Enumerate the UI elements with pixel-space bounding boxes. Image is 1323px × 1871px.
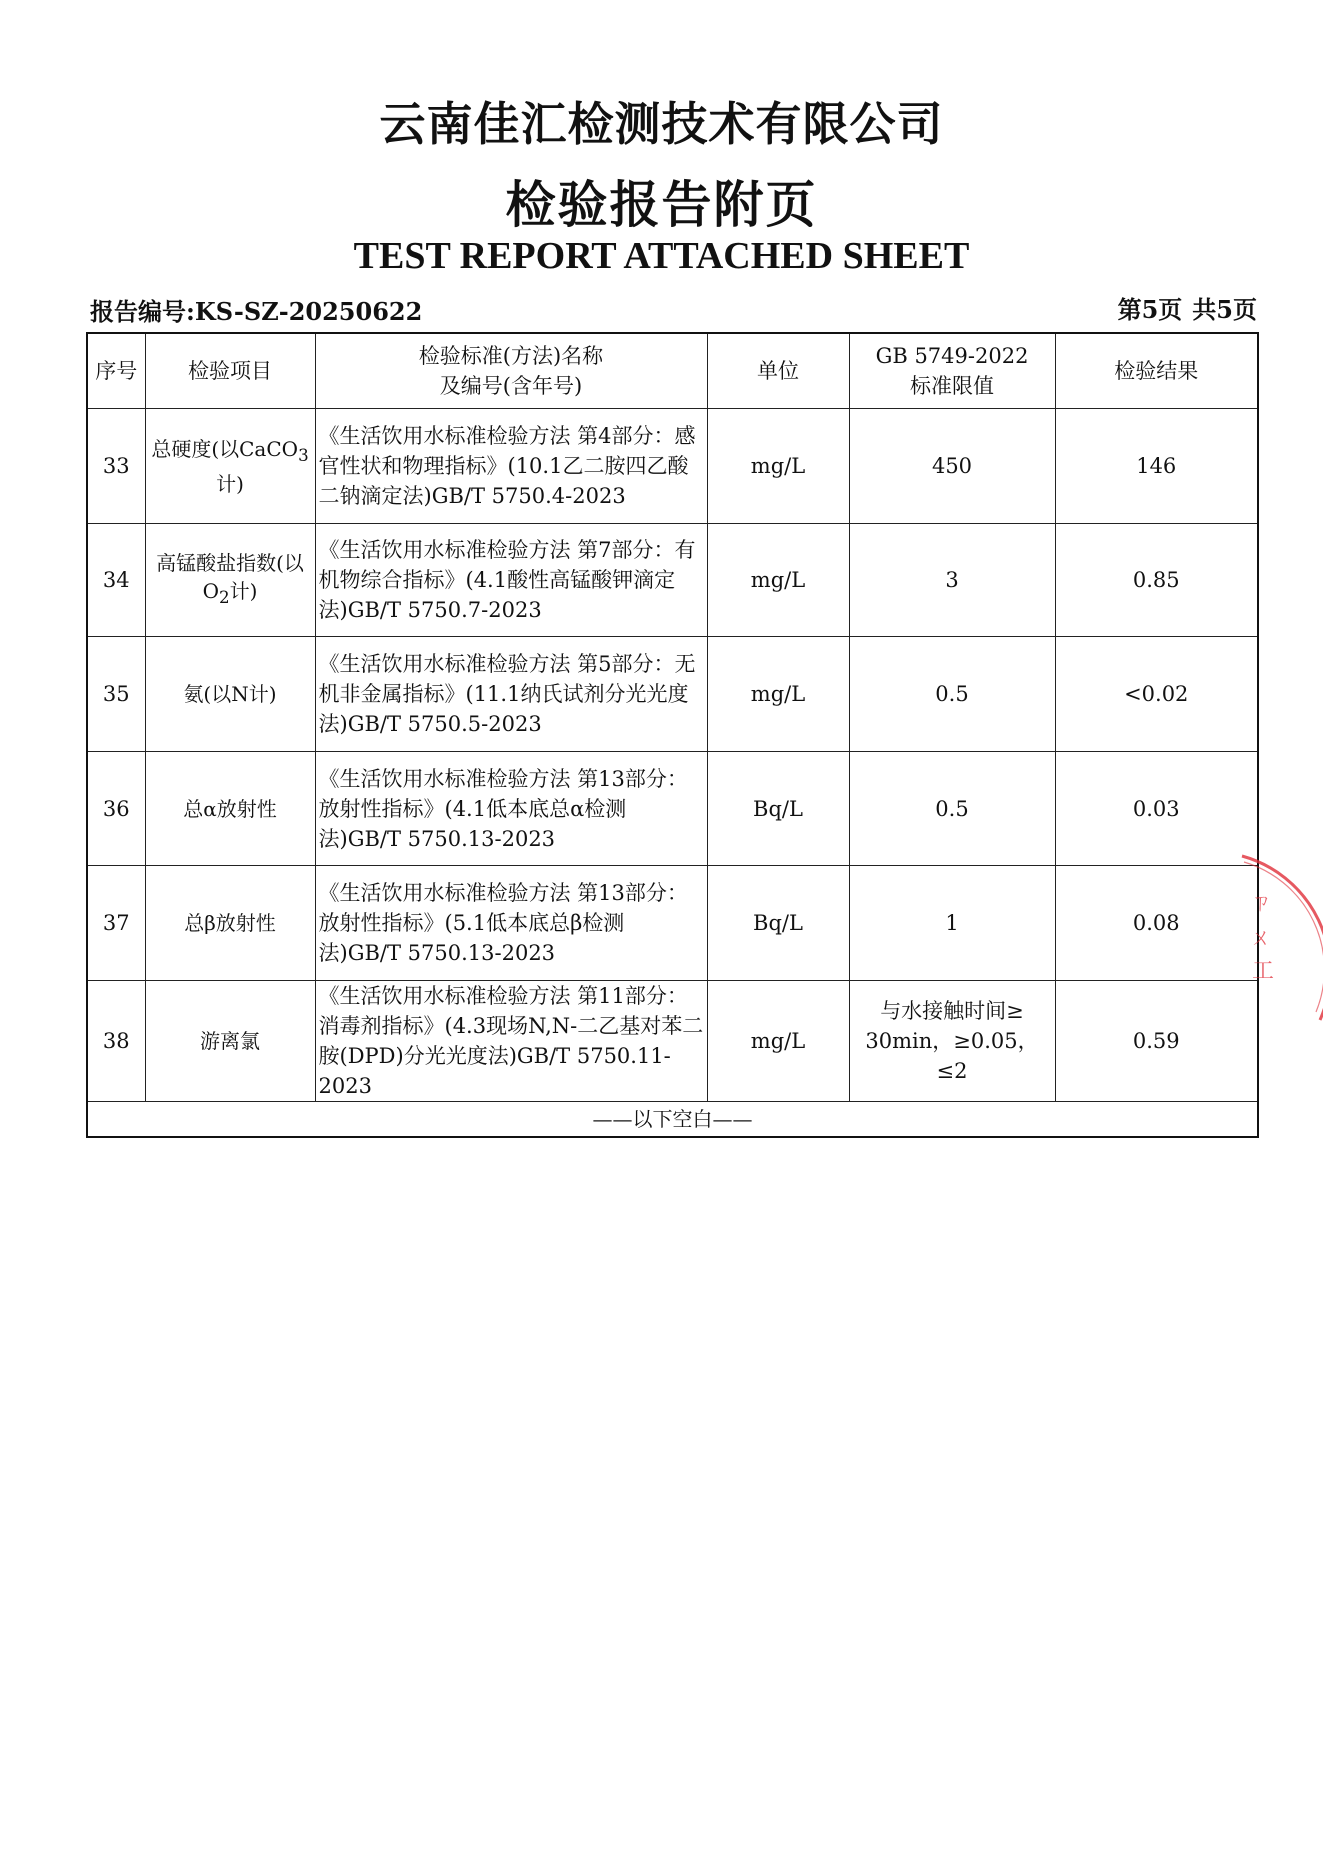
cell-unit: mg/L	[707, 981, 849, 1102]
cell-item: 总α放射性	[145, 752, 315, 866]
item-subscript: 3	[298, 445, 309, 465]
cell-item: 氨(以N计)	[145, 637, 315, 752]
cell-limit: 3	[849, 524, 1055, 637]
report-title-en: TEST REPORT ATTACHED SHEET	[353, 235, 970, 277]
blank-row	[87, 1102, 1258, 1138]
header-method-line1: 检验标准(方法)名称	[418, 344, 604, 368]
table-row	[87, 981, 1258, 1102]
cell-seq: 35	[87, 637, 145, 752]
table-row	[87, 409, 1258, 524]
page-total: 共5页	[1192, 295, 1257, 324]
table-row	[87, 524, 1258, 637]
cell-method: 《生活饮用水标准检验方法 第5部分：无机非金属指标》(11.1纳氏试剂分光光度法)GB/T 5750.5-2023	[315, 637, 707, 752]
cell-seq: 36	[87, 752, 145, 866]
cell-limit: 0.5	[849, 752, 1055, 866]
cell-result: 0.85	[1055, 524, 1258, 637]
company-name: 云南佳汇检测技术有限公司	[379, 97, 944, 151]
header-result: 检验结果	[1055, 333, 1258, 409]
limit-line2: 30min，≥0.05，≤2	[865, 1029, 1039, 1083]
header-unit: 单位	[707, 333, 849, 409]
seal-mark: ㄨ	[1250, 926, 1273, 951]
limit-line1: 与水接触时间≥	[880, 999, 1024, 1023]
cell-result: 146	[1055, 409, 1258, 524]
cell-result: 0.59	[1055, 981, 1258, 1102]
seal-mark: 工	[1252, 959, 1275, 984]
cell-limit: 1	[849, 866, 1055, 981]
cell-unit: mg/L	[707, 637, 849, 752]
cell-unit: mg/L	[707, 524, 849, 637]
cell-seq: 38	[87, 981, 145, 1102]
header-method	[315, 333, 707, 409]
page-current: 第5页	[1117, 295, 1183, 324]
cell-limit: 450	[849, 409, 1055, 524]
seal-mark: ㄗ	[1250, 891, 1273, 916]
table-header-row	[87, 333, 1258, 409]
cell-seq: 37	[87, 866, 145, 981]
item-text-suffix: 计)	[229, 578, 258, 603]
report-number: 报告编号:KS-SZ-20250622	[90, 297, 423, 326]
cell-method: 《生活饮用水标准检验方法 第13部分：放射性指标》(4.1低本底总α检测法)GB/T 5750.13-2023	[315, 752, 707, 866]
page-info	[1108, 290, 1257, 325]
item-subscript: 2	[218, 587, 230, 607]
cell-result: 0.08	[1055, 866, 1258, 981]
header-limit-line1: GB 5749-2022	[875, 344, 1029, 368]
report-title-cn: 检验报告附页	[505, 175, 818, 234]
header-limit-line2: 标准限值	[910, 374, 994, 398]
cell-item: 总β放射性	[145, 866, 315, 981]
item-text-suffix: 计)	[216, 471, 244, 496]
item-text: 高锰酸盐指数(以O	[156, 550, 304, 603]
header-item: 检验项目	[145, 333, 315, 409]
cell-result: 0.03	[1055, 752, 1258, 866]
cell-limit	[849, 981, 1055, 1102]
official-seal	[1240, 850, 1323, 1030]
cell-method: 《生活饮用水标准检验方法 第4部分：感官性状和物理指标》(10.1乙二胺四乙酸二钠滴定法)GB/T 5750.4-2023	[315, 409, 707, 524]
cell-seq: 33	[87, 409, 145, 524]
cell-method: 《生活饮用水标准检验方法 第7部分：有机物综合指标》(4.1酸性高锰酸钾滴定法)GB/T 5750.7-2023	[315, 524, 707, 637]
cell-method: 《生活饮用水标准检验方法 第13部分：放射性指标》(5.1低本底总β检测法)GB/T 5750.13-2023	[315, 866, 707, 981]
cell-seq: 34	[87, 524, 145, 637]
cell-method: 《生活饮用水标准检验方法 第11部分：消毒剂指标》(4.3现场N,N-二乙基对苯二胺(DPD)分光光度法)GB/T 5750.11-2023	[315, 981, 707, 1102]
table-row	[87, 637, 1258, 752]
cell-limit: 0.5	[849, 637, 1055, 752]
header-method-line2: 及编号(含年号)	[439, 374, 583, 398]
cell-unit: mg/L	[707, 409, 849, 524]
cell-unit: Bq/L	[707, 752, 849, 866]
item-text: 总硬度(以CaCO	[151, 436, 299, 461]
table-row	[87, 866, 1258, 981]
table-row	[87, 752, 1258, 866]
cell-item	[145, 524, 315, 637]
header-limit	[849, 333, 1055, 409]
cell-unit: Bq/L	[707, 866, 849, 981]
results-table	[86, 332, 1259, 1138]
cell-item	[145, 409, 315, 524]
header-seq: 序号	[87, 333, 145, 409]
cell-result: <0.02	[1055, 637, 1258, 752]
blank-note: ——以下空白——	[87, 1102, 1258, 1138]
cell-item: 游离氯	[145, 981, 315, 1102]
